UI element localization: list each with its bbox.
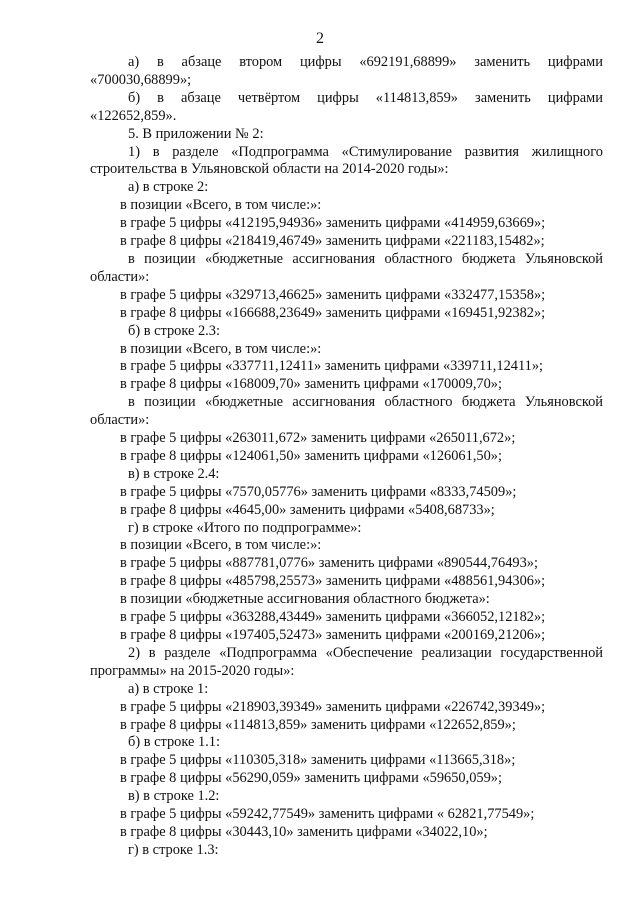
text-line: в графе 8 цифры «485798,25573» заменить цифрами «488561,94306»;: [120, 573, 546, 590]
text-line: а) в абзаце втором цифры «692191,68899» заменить цифрами: [128, 54, 603, 70]
text-line: в графе 5 цифры «110305,318» заменить цифрами «113665,318»;: [120, 752, 516, 769]
text-line: а) в строке 2:: [128, 179, 209, 196]
text-line: б) в абзаце четвёртом цифры «114813,859» заменить цифрами: [128, 89, 603, 106]
text-line: области»:: [90, 268, 150, 285]
text-line: в графе 5 цифры «337711,12411» заменить цифрами «339711,12411»;: [120, 358, 544, 375]
text-line: в графе 8 цифры «218419,46749» заменить цифрами «221183,15482»;: [120, 233, 545, 250]
text-line: г) в строке «Итого по подпрограмме»:: [128, 519, 362, 536]
text-line: в графе 5 цифры «263011,672» заменить цифрами «265011,672»;: [120, 430, 516, 447]
text-line: в позиции «бюджетные ассигнования областного бюджета»:: [120, 591, 490, 608]
text-line: г) в строке 1.3:: [128, 841, 219, 858]
text-line: в графе 8 цифры «124061,50» заменить цифрами «126061,50»;: [120, 447, 502, 464]
text-line: «700030,68899»;: [90, 71, 192, 88]
text-line: в позиции «бюджетные ассигнования областного бюджета Ульяновской: [128, 250, 603, 267]
text-line: 1) в разделе «Подпрограмма «Стимулирование развития жилищного: [128, 143, 603, 160]
text-line: 5. В приложении № 2:: [128, 125, 264, 142]
document-body: [90, 54, 603, 860]
text-line: в позиции «бюджетные ассигнования областного бюджета Ульяновской: [128, 394, 603, 411]
text-line: программы» на 2015-2020 годы»:: [90, 662, 295, 679]
text-line: в графе 5 цифры «329713,46625» заменить цифрами «332477,15358»;: [120, 286, 546, 303]
text-line: в графе 5 цифры «7570,05776» заменить цифрами «8333,74509»;: [120, 483, 517, 500]
text-line: в графе 5 цифры «59242,77549» заменить цифрами « 62821,77549»;: [120, 806, 535, 823]
text-line: а) в строке 1:: [128, 680, 209, 697]
page-number: 2: [316, 30, 324, 47]
text-line: области»:: [90, 412, 150, 429]
text-line: в графе 8 цифры «168009,70» заменить цифрами «170009,70»;: [120, 376, 502, 393]
text-line: б) в строке 1.1:: [128, 734, 220, 751]
text-line: в) в строке 1.2:: [128, 788, 220, 805]
text-line: в графе 5 цифры «412195,94936» заменить цифрами «414959,63669»;: [120, 215, 546, 232]
text-line: в графе 5 цифры «218903,39349» заменить цифрами «226742,39349»;: [120, 698, 546, 715]
text-line: б) в строке 2.3:: [128, 322, 220, 339]
text-line: в графе 8 цифры «4645,00» заменить цифрами «5408,68733»;: [120, 501, 495, 518]
text-line: в графе 5 цифры «363288,43449» заменить цифрами «366052,12182»;: [120, 609, 546, 626]
text-line: строительства в Ульяновской области на 2014-2020 годы»:: [90, 161, 449, 178]
text-line: в графе 5 цифры «887781,0776» заменить цифрами «890544,76493»;: [120, 555, 538, 572]
text-line: в графе 8 цифры «56290,059» заменить цифрами «59650,059»;: [120, 770, 502, 787]
text-line: в графе 8 цифры «114813,859» заменить цифрами «122652,859»;: [120, 716, 516, 733]
text-line: в графе 8 цифры «166688,23649» заменить цифрами «169451,92382»;: [120, 304, 546, 321]
text-line: в позиции «Всего, в том числе:»:: [120, 340, 322, 357]
text-line: в позиции «Всего, в том числе:»:: [120, 197, 322, 214]
text-line: в) в строке 2.4:: [128, 465, 220, 482]
text-line: в позиции «Всего, в том числе:»:: [120, 537, 322, 554]
text-line: в графе 8 цифры «197405,52473» заменить цифрами «200169,21206»;: [120, 627, 546, 643]
text-line: «122652,859».: [90, 107, 177, 124]
text-line: 2) в разделе «Подпрограмма «Обеспечение реализации государственной: [128, 644, 603, 661]
text-line: в графе 8 цифры «30443,10» заменить цифрами «34022,10»;: [120, 823, 488, 840]
